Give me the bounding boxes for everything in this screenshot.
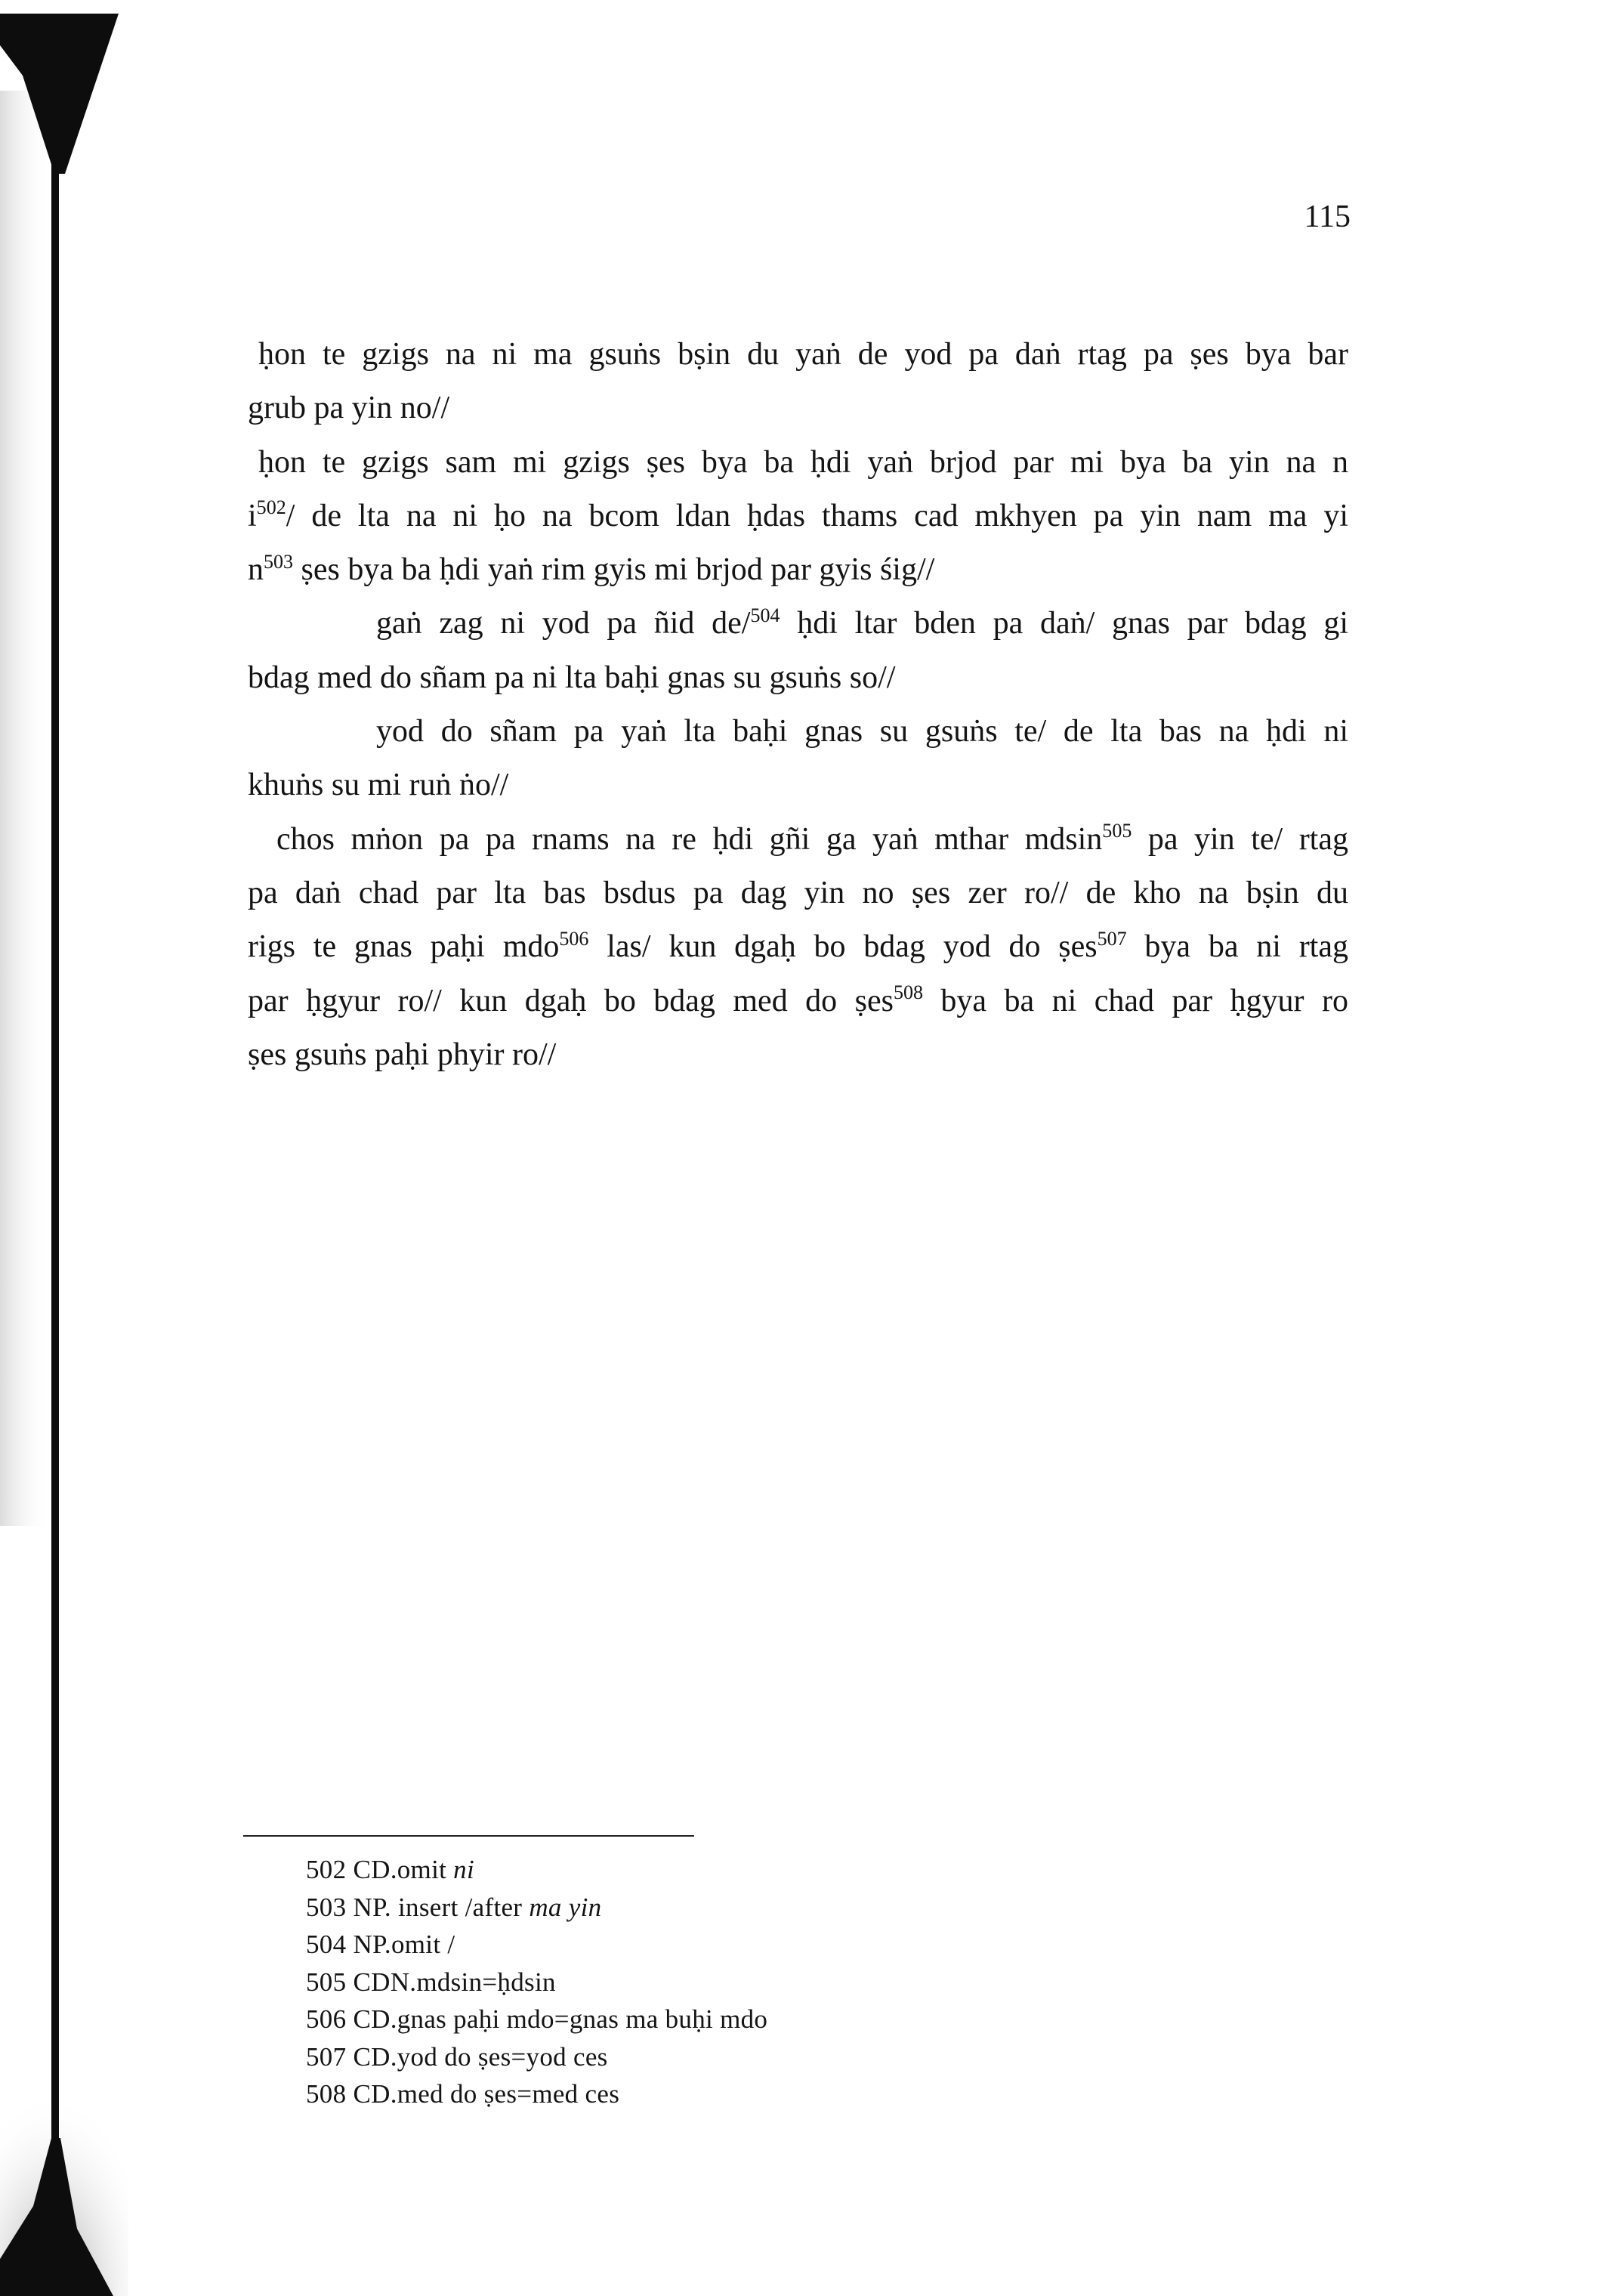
footnote-number: 502 — [306, 1855, 347, 1884]
footnote-number: 507 — [306, 2041, 347, 2072]
body-line — [248, 328, 1348, 382]
footnote — [306, 2001, 767, 2038]
body-line — [248, 813, 1348, 867]
body-line — [248, 490, 1348, 543]
footnote-ref: 505 — [1102, 820, 1132, 842]
body-line — [248, 436, 1348, 490]
footnote-text: NP. insert /after — [353, 1892, 529, 1922]
footnote-text: CDN.mdsin=ḥdsin — [353, 1967, 556, 1997]
body-line — [248, 705, 1348, 759]
footnote-ref: 507 — [1097, 927, 1127, 950]
line-text: bya ba ni rtag — [1126, 929, 1348, 965]
footnote-number: 508 — [306, 2079, 347, 2109]
footnote-rule — [243, 1835, 694, 1837]
binding-shadow — [0, 0, 136, 2296]
line-text: pa yin te/ rtag — [1132, 821, 1348, 857]
footnote — [306, 1889, 767, 1927]
body-line — [248, 651, 1348, 705]
line-text: grub pa yin no// — [248, 391, 450, 426]
footnote-text: CD.gnas paḥi mdo=gnas ma buḥi mdo — [353, 2004, 768, 2034]
footnote — [306, 1926, 767, 1964]
line-text: gaṅ zag ni yod pa ñid de/ — [376, 606, 751, 641]
body-line — [248, 867, 1348, 920]
line-text: ḥdi ltar bden pa daṅ/ gnas par bdag gi — [780, 606, 1349, 641]
footnote-ref: 508 — [893, 981, 923, 1003]
footnote-ref: 504 — [750, 604, 780, 626]
body-line — [248, 1028, 1348, 1082]
footnote-number: 503 — [306, 1892, 347, 1922]
footnote — [306, 2038, 767, 2076]
page-number: 115 — [1304, 199, 1351, 234]
body-text — [248, 328, 1348, 1082]
footnote-italic-text: ni — [453, 1855, 474, 1884]
footnote-ref: 506 — [559, 927, 589, 950]
footnote-text: CD.omit — [353, 1855, 454, 1884]
body-line — [248, 975, 1348, 1028]
line-text: chos mṅon pa pa rnams na re ḥdi gñi ga yaṅ mthar mdsin — [276, 821, 1103, 857]
body-line — [248, 382, 1348, 435]
line-text: khuṅs su mi ruṅ ṅo// — [248, 768, 509, 803]
line-text: yod do sñam pa yaṅ lta baḥi gnas su gsuṅs te/ de lta bas na ḥdi ni — [376, 714, 1348, 749]
footnote — [306, 1964, 767, 2001]
line-text: ḥon te gzigs sam mi gzigs ṣes bya ba ḥdi yaṅ brjod par mi bya ba yin na n — [258, 444, 1348, 480]
line-text: / de lta na ni ḥo na bcom ldan ḥdas thams cad mkhyen pa yin nam ma yi — [286, 498, 1348, 533]
body-line — [248, 543, 1348, 597]
footnote-italic-text: ma yin — [529, 1892, 602, 1922]
footnotes — [306, 1851, 767, 2113]
body-line — [248, 597, 1348, 650]
line-text: pa daṅ chad par lta bas bsdus pa dag yin no ṣes zer ro// de kho na bṣin du — [248, 875, 1348, 910]
line-text: par ḥgyur ro// kun dgaḥ bo bdag med do ṣes — [248, 983, 894, 1018]
line-text: n — [248, 552, 264, 588]
binding-line — [51, 113, 59, 2244]
line-text: ṣes gsuṅs paḥi phyir ro// — [248, 1037, 557, 1072]
footnote-ref: 503 — [264, 550, 294, 573]
footnote-number: 505 — [306, 1967, 347, 1997]
footnote-number: 504 — [306, 1930, 347, 1959]
body-line — [248, 920, 1348, 974]
binding-fuzz — [0, 91, 50, 1526]
footnote-text: CD.yod do ṣes=yod ces — [353, 2041, 608, 2072]
footnote-number: 506 — [306, 2004, 347, 2034]
line-text: ṣes bya ba ḥdi yaṅ rim gyis mi brjod par gyis śig// — [293, 552, 935, 588]
line-text: rigs te gnas paḥi mdo — [248, 929, 560, 965]
footnote-text: NP.omit / — [353, 1930, 455, 1959]
line-text: bdag med do sñam pa ni lta baḥi gnas su gsuṅs so// — [248, 660, 896, 695]
footnote-ref: 502 — [256, 496, 286, 519]
line-text: las/ kun dgaḥ bo bdag yod do ṣes — [588, 929, 1098, 965]
line-text: ḥon te gzigs na ni ma gsuṅs bṣin du yaṅ de yod pa daṅ rtag pa ṣes bya bar — [258, 337, 1348, 372]
footnote-text: CD.med do ṣes=med ces — [353, 2079, 620, 2109]
line-text: i — [248, 498, 257, 533]
footnote — [306, 1851, 767, 1889]
line-text: bya ba ni chad par ḥgyur ro — [922, 983, 1348, 1018]
footnote — [306, 2075, 767, 2113]
body-line — [248, 759, 1348, 812]
